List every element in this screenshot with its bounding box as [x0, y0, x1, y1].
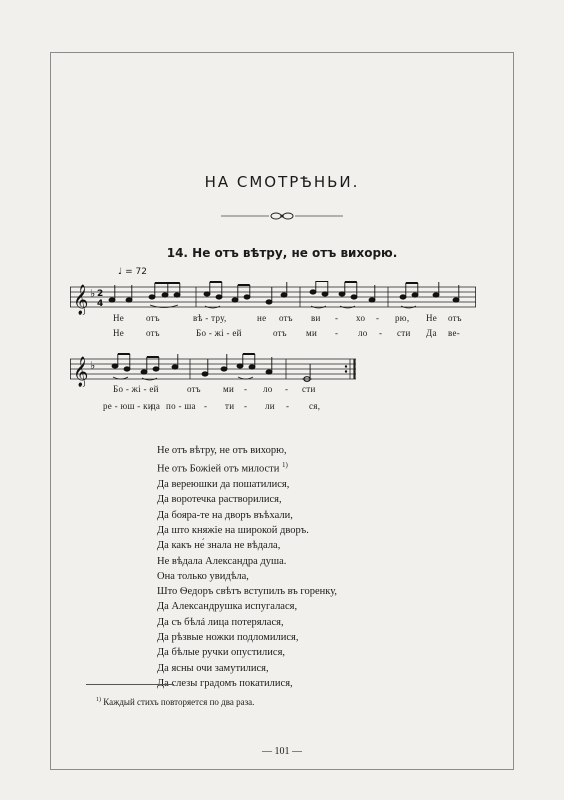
score-lyric: ре - юш - ки: [103, 401, 153, 411]
notes-system-1: [109, 281, 459, 304]
poem-line-text: Не отъ Божіей отъ милости: [157, 463, 280, 475]
poem-line: Да воротечка растворилися,: [157, 494, 282, 506]
poem-line: Да бояра-те на дворъ въѣхали,: [157, 509, 293, 521]
section-title: НА СМОТРѢНЬИ.: [204, 173, 360, 191]
poem-line: Да вереюшки да пошатилися,: [157, 479, 290, 491]
footnote-divider: [86, 684, 174, 685]
score-lyric: ви: [311, 313, 321, 323]
score-lyric: отъ: [448, 313, 462, 323]
score-lyric: отъ: [187, 384, 201, 394]
score-lyric: ве-: [448, 328, 461, 338]
time-signature-top: 2: [97, 289, 104, 299]
treble-clef-icon: 𝄞: [73, 357, 89, 387]
poem-line: Да рѣзвые ножки подломилися,: [157, 632, 299, 644]
notes-system-2: [112, 354, 312, 381]
poem-line: Да бѣлые ручки опустилися,: [157, 647, 286, 659]
song-heading: [0, 246, 564, 260]
song-number: 14.: [166, 246, 188, 260]
score-lyric: да: [151, 401, 161, 411]
footnote-marker: 1): [281, 461, 288, 470]
score-lyric: Не: [113, 328, 125, 338]
score-lyric: отъ: [279, 313, 293, 323]
score-lyric: -: [285, 384, 289, 394]
footnote: [96, 697, 254, 707]
poem-line: Да какъ не́ знала не вѣдала,: [157, 540, 281, 552]
score-lyric: отъ: [146, 328, 160, 338]
flat-icon: ♭: [90, 359, 96, 372]
score-lyric: Не: [426, 313, 438, 323]
flat-icon: ♭: [90, 287, 96, 300]
score-lyric: вѣ - тру,: [193, 313, 227, 323]
score-lyric: ми: [306, 328, 318, 338]
score-lyric: не: [257, 313, 267, 323]
poem-text: [157, 443, 337, 691]
score-lyric: ло: [358, 328, 368, 338]
poem-line: Она только увидѣла,: [157, 570, 249, 582]
score-lyric: сти: [302, 384, 316, 394]
poem-line: Да Александрушка испугалася,: [157, 601, 298, 613]
score-lyric: ли: [265, 401, 275, 411]
poem-line: Да ясны очи замутилися,: [157, 662, 269, 674]
score-lyric: -: [286, 401, 290, 411]
slurs-system-1: [150, 305, 416, 308]
score-lyric: ми: [223, 384, 235, 394]
score-lyric: -: [376, 313, 380, 323]
score-lyric: -: [204, 401, 208, 411]
score-lyric: -: [335, 313, 339, 323]
score-lyric: ло: [263, 384, 273, 394]
score-lyric: ти: [225, 401, 235, 411]
poem-line: Не вѣдала Александра душа.: [157, 555, 287, 567]
score-lyric: ся,: [309, 401, 321, 411]
poem-line: Не отъ вѣтру, не отъ вихорю,: [157, 445, 287, 456]
music-staff-1: [70, 281, 476, 315]
score-lyric: -: [379, 328, 383, 338]
score-lyric: Бо - жі - ей: [196, 328, 242, 338]
footnote-number: 1): [96, 697, 101, 703]
ornament-divider: [221, 210, 343, 222]
treble-clef-icon: 𝄞: [73, 285, 89, 315]
page-number: — 101 —: [262, 746, 302, 757]
footnote-text: Каждый стихъ повторяется по два раза.: [103, 697, 255, 707]
poem-line: Да съ бѣлá лица потерялася,: [157, 616, 284, 628]
score-lyric: рю,: [395, 313, 410, 323]
poem-line: Што Ѳедоръ свѣтъ вступилъ въ горенку,: [157, 586, 338, 598]
tempo-marking: ♩ = 72: [118, 267, 147, 277]
score-lyric: Бо - жі - ей: [113, 384, 159, 394]
score-lyric: -: [335, 328, 339, 338]
music-staff-2: [70, 353, 356, 387]
score-lyric: -: [244, 401, 248, 411]
score-lyric: -: [244, 384, 248, 394]
poem-line: Да слезы градомъ покатилися,: [157, 677, 293, 689]
poem-line: Да што княжіе на широкой дворъ.: [157, 524, 309, 536]
poem-line: [157, 458, 337, 477]
slurs-system-2: [113, 377, 253, 380]
score-lyric: Да: [426, 328, 437, 338]
song-title: Не отъ вѣтру, не отъ вихорю.: [192, 246, 398, 260]
score-lyric: отъ: [146, 313, 160, 323]
score-lyric: по - ша: [166, 401, 196, 411]
time-signature-bottom: 4: [97, 299, 104, 309]
score-lyric: хо: [356, 313, 366, 323]
score-lyric: сти: [397, 328, 411, 338]
score-lyric: отъ: [273, 328, 287, 338]
score-lyric: Не: [113, 313, 125, 323]
